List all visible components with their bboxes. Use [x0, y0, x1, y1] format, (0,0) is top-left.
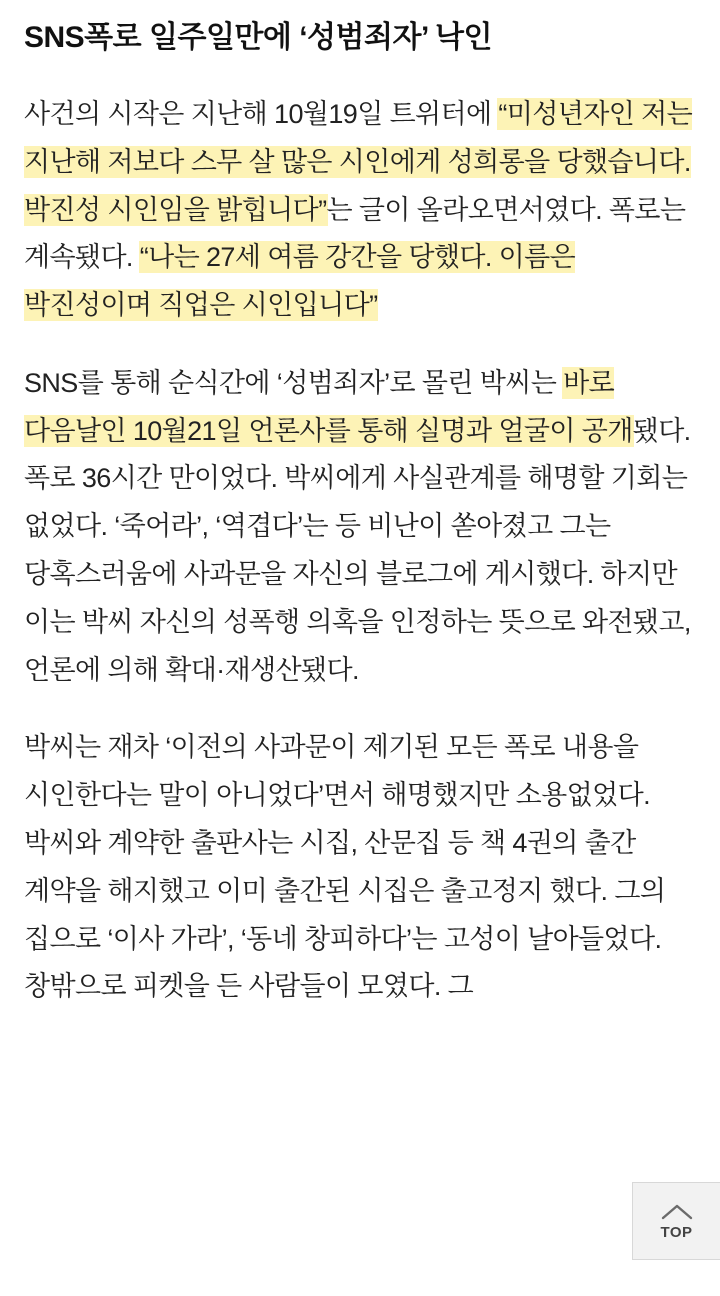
paragraph-segment: SNS를 통해 순식간에 ‘성범죄자’로 몰린 박씨는 — [24, 367, 564, 398]
scroll-to-top-button[interactable] — [632, 1182, 720, 1260]
article-paragraph-2 — [24, 360, 696, 694]
paragraph-segment-highlighted: “나는 27세 여름 강간을 당했다. 이름은 박진성이며 직업은 시인입니다” — [24, 242, 576, 321]
page-title: SNS폭로 일주일만에 ‘성범죄자’ 낙인 — [24, 21, 492, 54]
paragraph-segment-highlighted: 바로 다음날인 10월21일 언론사를 통해 실명과 얼굴이 공개 — [24, 367, 633, 446]
paragraph-segment-highlighted: “미성년자인 저는 지난해 저보다 스무 살 많은 시인에게 성희롱을 당했습니다. 박진성 시인임을 밝힙니다” — [24, 99, 693, 225]
article-paragraph-3 — [24, 724, 696, 1011]
article-paragraph-1 — [24, 91, 696, 330]
paragraph-segment: 사건의 시작은 지난해 10월19일 트위터에 — [24, 99, 499, 129]
paragraph-segment: 는 글이 올라오면서였다. 폭로는 계속됐다. — [24, 194, 686, 273]
chevron-up-icon — [660, 1202, 694, 1222]
paragraph-segment: 박씨는 재차 ‘이전의 사과문이 제기된 모든 폭로 내용을 시인한다는 말이 아니었다’면서 해명했지만 소용없었다. 박씨와 계약한 출판사는 시집, 산문집 등 책 4권의 출간 계약을 해지했고 이미 출간된 시집은 출고정지 했다. 그의 집으로 ‘이사 가라’, ‘동네 창피하다’는 고성이 날아들었다. 창밖으로 피켓을 든 사람들이 모였다. 그 — [24, 732, 666, 1002]
scroll-to-top-label: TOP — [660, 1223, 693, 1241]
paragraph-segment: 됐다. 폭로 36시간 만이었다. 박씨에게 사실관계를 해명할 기회는 없었다. ‘죽어라’, ‘역겹다’는 등 비난이 쏟아졌고 그는 당혹스러움에 사과문을 자신의 블로그에 게시했다. 하지만 이는 박씨 자신의 성폭행 의혹을 인정하는 뜻으로 와전됐고, 언론에 의해 확대·재생산됐다. — [24, 415, 691, 685]
